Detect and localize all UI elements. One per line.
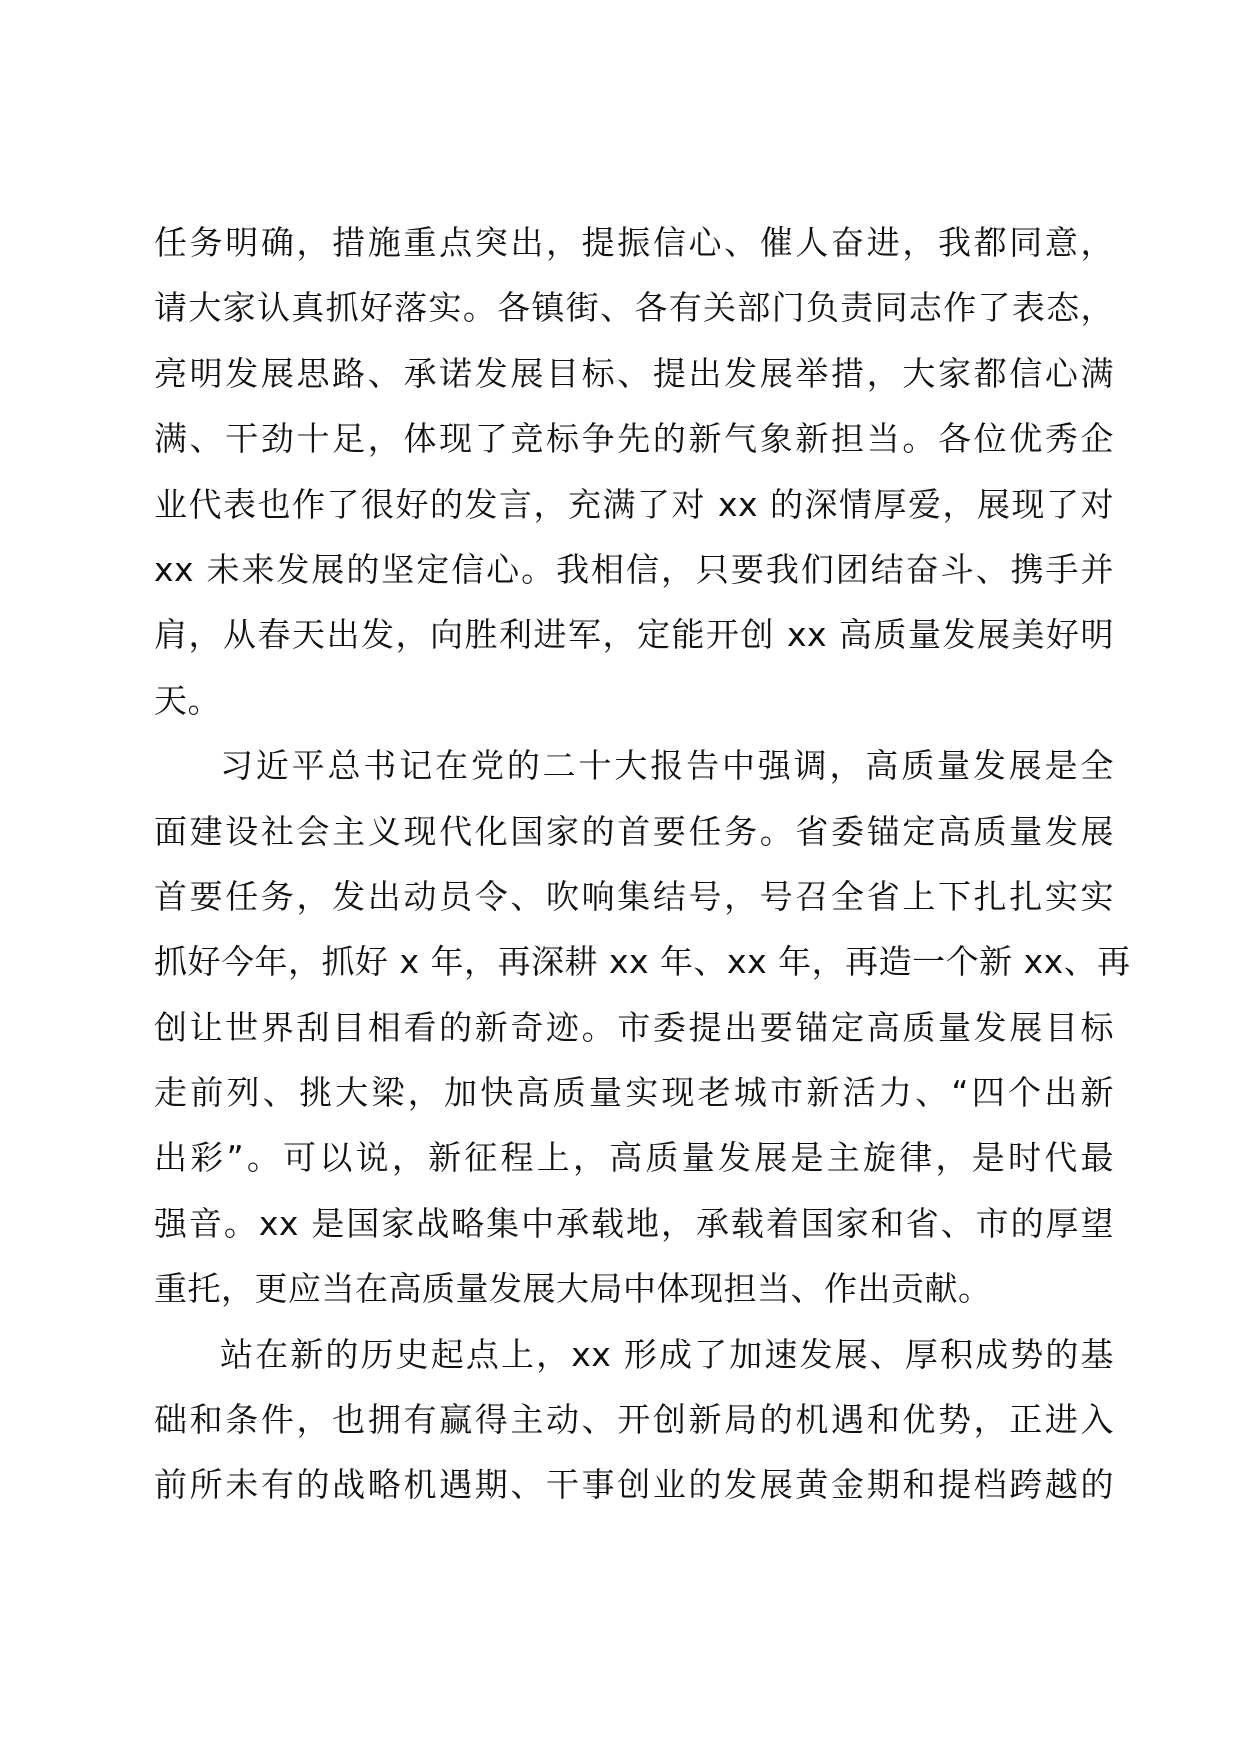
text-line: 任务明确，措施重点突出，提振信心、催人奋进，我都同意， <box>154 223 1114 262</box>
text-line: 重托，更应当在高质量发展大局中体现担当、作出贡献。 <box>154 1269 992 1309</box>
text-line: 亮明发展思路、承诺发展目标、提出发展举措，大家都信心满 <box>154 353 1114 393</box>
text-line: 面建设社会主义现代化国家的首要任务。省委锚定高质量发展 <box>154 811 1114 851</box>
text-line: 满、干劲十足，体现了竞标争先的新气象新担当。各位优秀企 <box>154 419 1114 459</box>
text-line: 走前列、挑大梁，加快高质量实现老城市新活力、“四个出新 <box>154 1073 1114 1113</box>
paragraph-first-line: 站在新的历史起点上，xx 形成了加速发展、厚积成势的基 <box>220 1334 1114 1374</box>
text-line: 础和条件，也拥有赢得主动、开创新局的机遇和优势，正进入 <box>154 1400 1114 1440</box>
text-line: 出彩”。可以说，新征程上，高质量发展是主旋律，是时代最 <box>154 1138 1114 1178</box>
text-line: 强音。xx 是国家战略集中承载地，承载着国家和省、市的厚望 <box>154 1203 1114 1243</box>
text-line: xx 未来发展的坚定信心。我相信，只要我们团结奋斗、携手并 <box>154 549 1114 589</box>
text-line: 前所未有的战略机遇期、干事创业的发展黄金期和提档跨越的 <box>154 1465 1114 1505</box>
body-text <box>154 210 1131 1518</box>
text-line: 业代表也作了很好的发言，充满了对 xx 的深情厚爱，展现了对 <box>154 484 1114 524</box>
text-line: 天。 <box>154 680 221 720</box>
text-line: 抓好今年，抓好 x 年，再深耕 xx 年、xx 年，再造一个新 xx、再 <box>154 942 1131 982</box>
text-line: 创让世界刮目相看的新奇迹。市委提出要锚定高质量发展目标 <box>154 1007 1114 1047</box>
paragraph-first-line: 习近平总书记在党的二十大报告中强调，高质量发展是全 <box>220 746 1114 786</box>
text-line: 首要任务，发出动员令、吹响集结号，号召全省上下扎扎实实 <box>154 876 1114 916</box>
text-line: 请大家认真抓好落实。各镇街、各有关部门负责同志作了表态， <box>154 288 1114 328</box>
text-line: 肩，从春天出发，向胜利进军，定能开创 xx 高质量发展美好明 <box>154 615 1114 655</box>
